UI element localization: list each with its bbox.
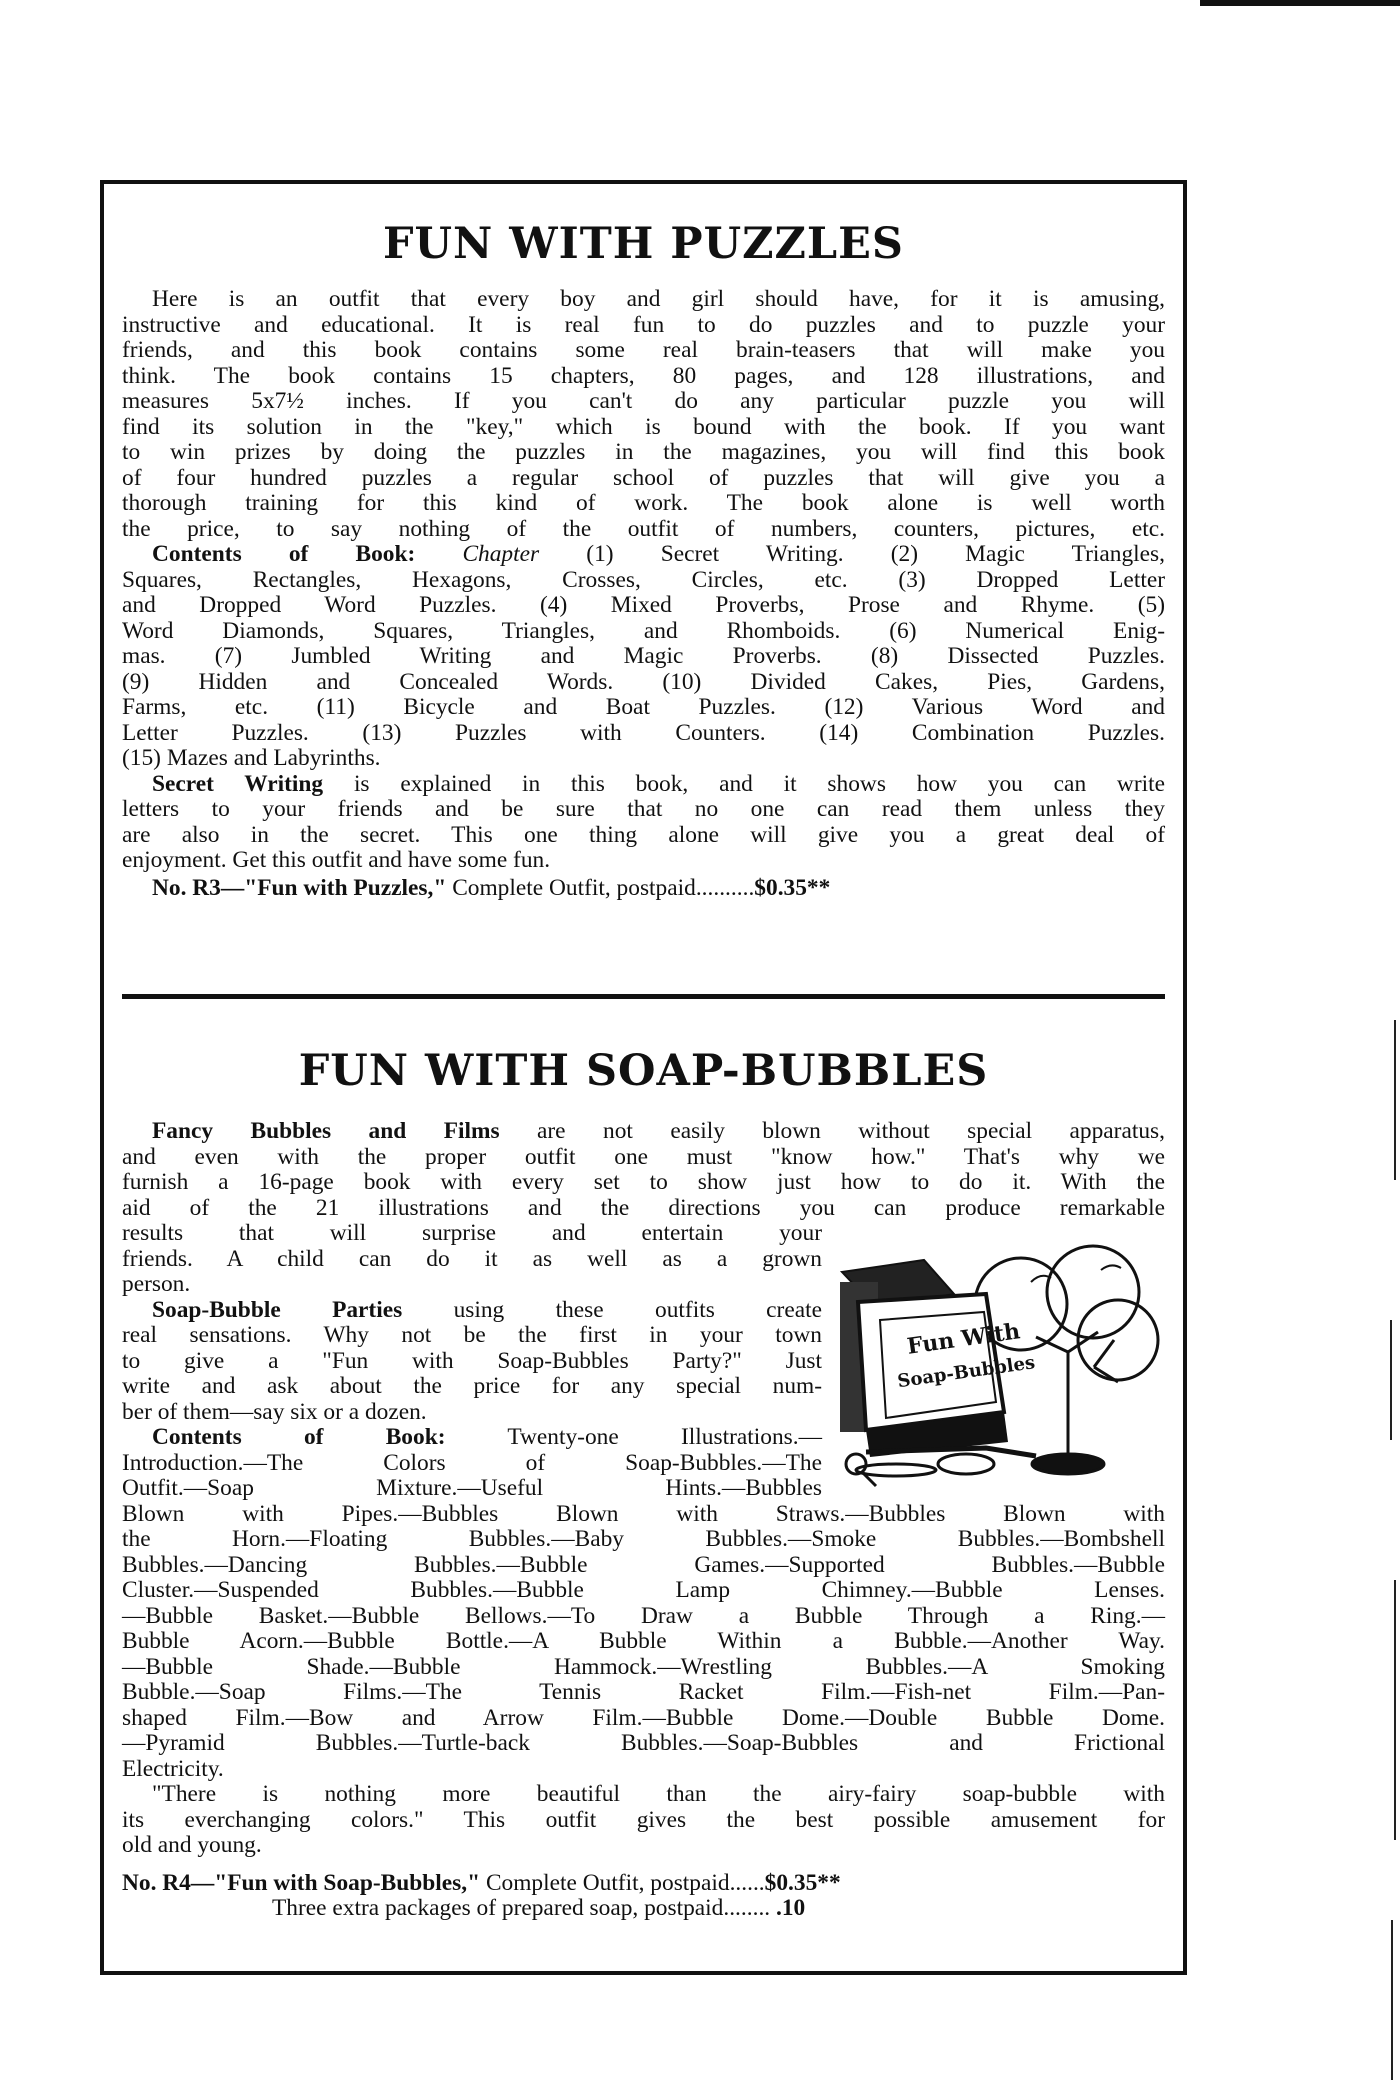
bubble-parties-text-line: write and ask about the price for any special num- [122,1373,822,1399]
soap-bubbles-box [840,1260,1036,1457]
puzzles-contents-line [122,542,1165,568]
bubbles-contents-first: Twenty-one Illustrations.— [507,1424,822,1450]
bubbles-quote-last: old and young. [122,1832,262,1858]
puzzles-text-line: think. The book contains 15 chapters, 80 pages, and 128 illustrations, and [122,362,1165,389]
puzzles-contents-text-line: Farms, etc. (11) Bicycle and Boat Puzzles. (12) Various Word and [122,694,1165,720]
bubbles-intro-first: are not easily blown without special apparatus, [537,1118,1165,1144]
puzzles-title: FUN WITH PUZZLES [383,219,904,269]
bubbles-quote-line: its everchanging colors." This outfit gives the best possible amusement for [122,1806,1165,1833]
bubbles-intro-text-line: and even with the proper outfit one must "know how." That's why we [122,1143,1165,1170]
puzzles-order-desc: Complete Outfit, postpaid.......... [452,874,755,901]
puzzles-text-line: Here is an outfit that every boy and girl should have, for it is amusing, [152,286,1165,312]
soap-bubble-outfit-illustration [836,1242,1176,1490]
bubbles-contents-text-line: Blown with Pipes.—Bubbles Blown with Straws.—Bubbles Blown with [122,1500,1165,1527]
extra-soap-price: .10 [776,1895,806,1921]
bubble-parties-first: using these outfits create [453,1296,822,1323]
bubble-parties-last: ber of them—say six or a dozen. [122,1398,427,1425]
bubbles-intro-last: person. [122,1271,191,1297]
bubbles-order-price: $0.35** [764,1869,841,1896]
puzzles-contents-text-line: Letter Puzzles. (13) Puzzles with Counters. (14) Combination Puzzles. [122,719,1165,746]
bubble-parties-text-line: real sensations. Why not be the first in your town [122,1322,822,1348]
puzzles-text-line: thorough training for this kind of work. The book alone is well worth [122,490,1165,516]
puzzles-order-line [122,876,1165,902]
puzzles-text-line: find its solution in the "key," which is bound with the book. If you want [122,413,1165,440]
secret-writing-last: enjoyment. Get this outfit and have some fun. [122,847,551,873]
puzzles-secret-line [122,772,1165,798]
puzzles-contents-text-line: and Dropped Word Puzzles. (4) Mixed Proverbs, Prose and Rhyme. (5) [122,592,1165,618]
bubbles-contents-text-line: Cluster.—Suspended Bubbles.—Bubble Lamp Chimney.—Bubble Lenses. [122,1577,1165,1603]
puzzles-contents-text-line: (9) Hidden and Concealed Words. (10) Divided Cakes, Pies, Gardens, [122,668,1165,695]
bubbles-intro-narrow-line: friends. A child can do it as well as a grown [122,1245,822,1272]
bubble-parties-label: Soap-Bubble Parties [152,1296,403,1323]
bubbles-order-number: No. R4—"Fun with Soap-Bubbles," [122,1869,481,1896]
bubble-middle [1047,1246,1139,1338]
bubbles-contents-line [122,1425,822,1451]
bubbles-contents-text-line: shaped Film.—Bow and Arrow Film.—Bubble Dome.—Double Bubble Dome. [122,1704,1165,1731]
puzzles-description [122,287,1165,901]
puzzles-contents-text-line: Squares, Rectangles, Hexagons, Crosses, Circles, etc. (3) Dropped Letter [122,566,1165,593]
puzzles-text-line: of four hundred puzzles a regular school of puzzles that will give you a [122,464,1165,491]
secret-writing-line: letters to your friends and be sure that no one can read them unless they [122,796,1165,822]
bubbles-contents-text-line: —Bubble Shade.—Bubble Hammock.—Wrestling Bubbles.—A Smoking [122,1653,1165,1680]
bubbles-intro-text-line: aid of the 21 illustrations and the directions you can produce remarkable [122,1194,1165,1221]
puzzles-text-line: measures 5x7½ inches. If you can't do any particular puzzle you will [122,388,1165,414]
puzzles-text-line: friends, and this book contains some real brain-teasers that will make you [122,337,1165,363]
bubbles-contents-last: Electricity. [122,1755,224,1782]
puzzles-contents-text-line: Word Diamonds, Squares, Triangles, and Rhomboids. (6) Numerical Enig- [122,617,1165,644]
puzzles-order-number: No. R3—"Fun with Puzzles," [152,874,447,901]
fancy-bubbles-label: Fancy Bubbles and Films [152,1118,500,1144]
bubbles-contents-text-line: Bubble.—Soap Films.—The Tennis Racket Film.—Fish-net Film.—Pan- [122,1679,1165,1705]
bubbles-intro-text-line: furnish a 16-page book with every set to show just how to do it. With the [122,1169,1165,1195]
puzzles-order-price: $0.35** [754,874,831,901]
secret-writing-line: are also in the secret. This one thing alone will give you a great deal of [122,821,1165,848]
bubbles-contents-text-line: —Bubble Basket.—Bubble Bellows.—To Draw a Bubble Through a Ring.— [122,1602,1165,1629]
bubbles-contents-label: Contents of Book: [152,1424,446,1450]
bubbles-order-line [122,1871,1165,1897]
bubbles-contents-text-line: Bubble Acorn.—Bubble Bottle.—A Bubble Within a Bubble.—Another Way. [122,1628,1165,1654]
box-label-line1: Fun With [905,1318,1022,1360]
box-label-line2: Soap-Bubbles [896,1352,1037,1393]
bubbles-contents-narrow-line: Outfit.—Soap Mixture.—Useful Hints.—Bubbles [122,1475,822,1501]
puzzles-chapter-word: Chapter [462,541,540,567]
bubbles-quote-line: "There is nothing more beautiful than the airy-fairy soap-bubble with [152,1781,1165,1807]
extra-soap-line [122,1896,1165,1922]
bubbles-intro-line [122,1119,1165,1145]
bubbles-contents-narrow-line: Introduction.—The Colors of Soap-Bubbles.—The [122,1449,822,1476]
bubbles-order-desc: Complete Outfit, postpaid...... [485,1869,765,1896]
puzzles-contents-last: (15) Mazes and Labyrinths. [122,745,381,771]
bubbles-contents-text-line: the Horn.—Floating Bubbles.—Baby Bubbles.—Smoke Bubbles.—Bombshell [122,1526,1165,1552]
top-edge-rule [1200,0,1400,6]
puzzles-text-line: to win prizes by doing the puzzles in the magazines, you will find this book [122,439,1165,465]
section-divider [122,994,1165,999]
extra-soap-desc: Three extra packages of prepared soap, postpaid........ [272,1895,771,1921]
puzzles-contents-text-line: mas. (7) Jumbled Writing and Magic Proverbs. (8) Dissected Puzzles. [122,643,1165,669]
secret-writing-first: is explained in this book, and it shows how you can write [353,770,1165,797]
advertisement-frame [100,180,1187,1975]
bubble-parties-text-line: to give a "Fun with Soap-Bubbles Party?" Just [122,1347,822,1374]
bubbles-contents-text-line: —Pyramid Bubbles.—Turtle-back Bubbles.—Soap-Bubbles and Frictional [122,1730,1165,1756]
puzzles-contents-first: (1) Secret Writing. (2) Magic Triangles, [586,541,1165,567]
bubbles-description [122,1119,1165,1922]
bubble-parties-line [122,1298,822,1324]
puzzles-text-line: the price, to say nothing of the outfit of numbers, counters, pictures, etc. [122,515,1165,542]
puzzles-contents-label: Contents of Book: [152,541,416,567]
puzzles-text-line: instructive and educational. It is real fun to do puzzles and to puzzle your [122,311,1165,338]
bubbles-title: FUN WITH SOAP-BUBBLES [298,1046,989,1096]
bubbles-contents-text-line: Bubbles.—Dancing Bubbles.—Bubble Games.—Supported Bubbles.—Bubble [122,1551,1165,1578]
secret-writing-label: Secret Writing [152,770,324,797]
page-edge-marks [1386,1020,1396,2080]
bubbles-intro-narrow-line: results that will surprise and entertain your [122,1220,822,1246]
bubble-right [1078,1300,1158,1380]
